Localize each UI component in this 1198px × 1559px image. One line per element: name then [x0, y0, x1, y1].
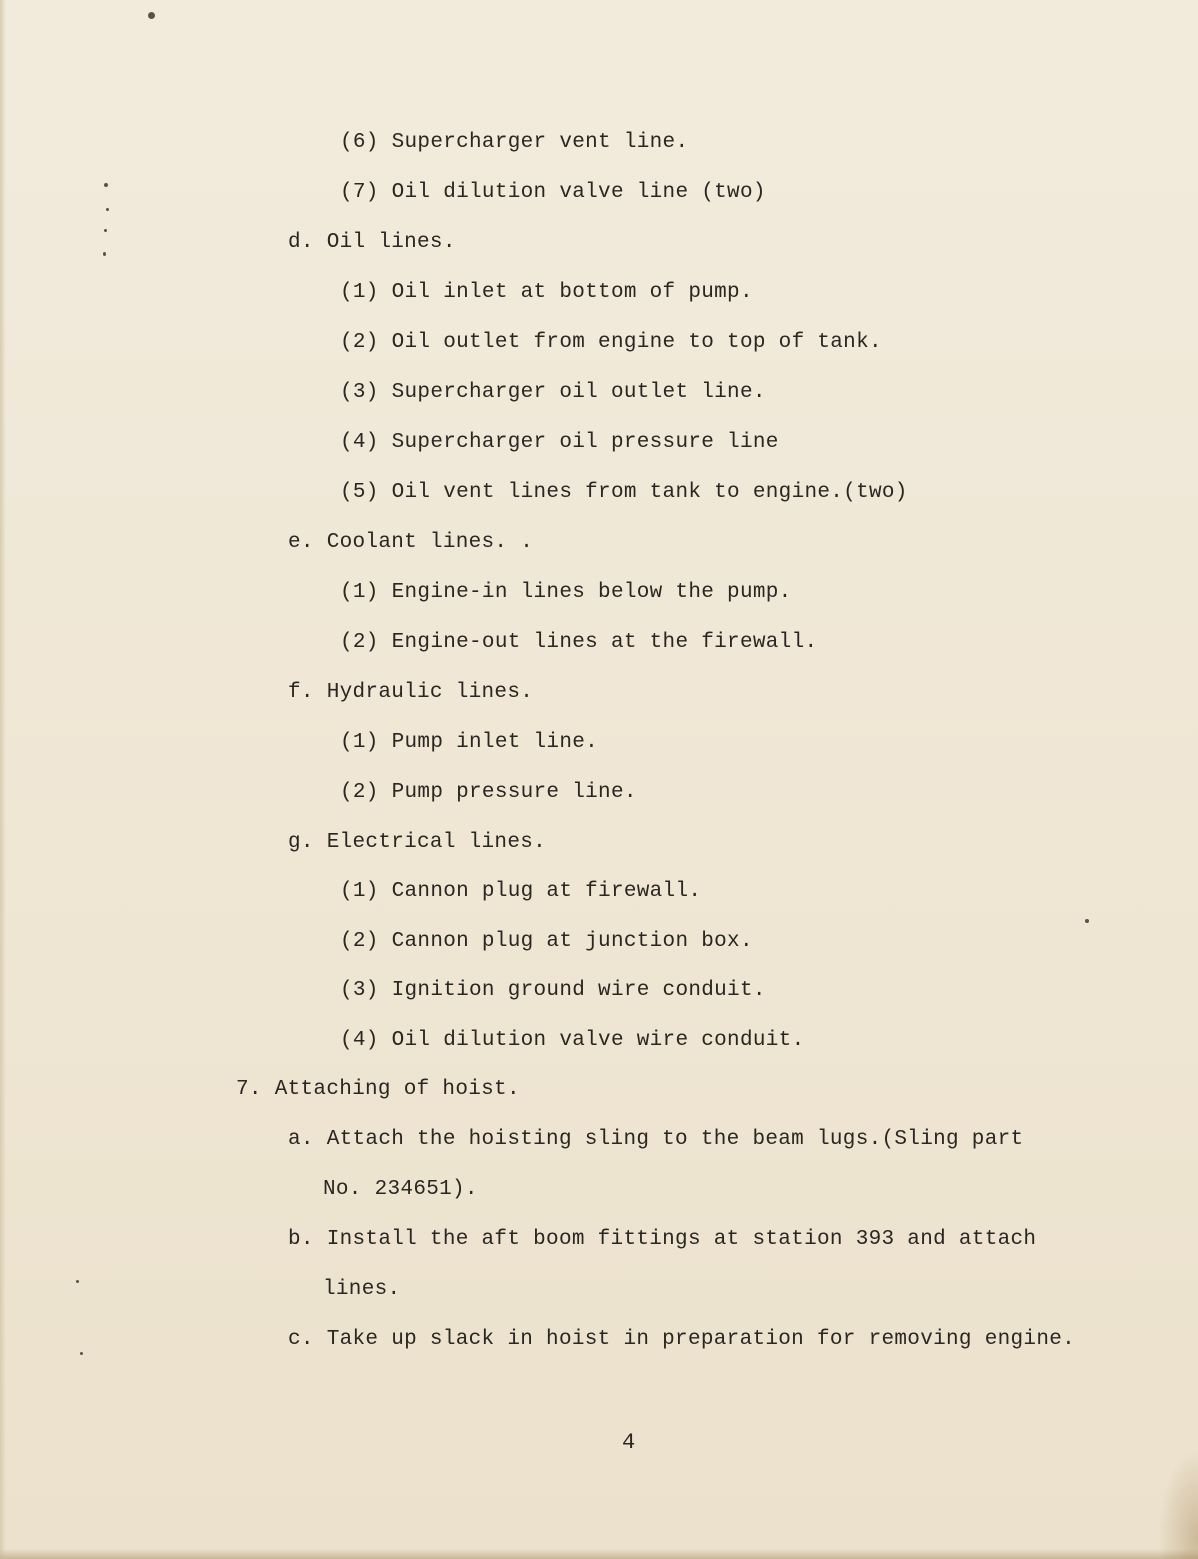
ink-speck [104, 183, 108, 187]
list-item-pump-pressure-line: (2) Pump pressure line. [340, 781, 637, 804]
list-item-oil-inlet: (1) Oil inlet at bottom of pump. [340, 281, 753, 304]
page-edge-bottom [0, 1549, 1198, 1559]
ink-speck [106, 208, 109, 211]
list-item-cannon-plug-junction-box: (2) Cannon plug at junction box. [340, 930, 753, 953]
list-item-oil-vent-lines: (5) Oil vent lines from tank to engine.(two) [340, 481, 908, 504]
list-item-oil-dilution-valve-line: (7) Oil dilution valve line (two) [340, 181, 766, 204]
step-item-sling-part-number: No. 234651). [323, 1178, 478, 1201]
ink-speck [103, 252, 106, 256]
step-item-attach-hoisting-sling: a. Attach the hoisting sling to the beam lugs.(Sling part [288, 1128, 1024, 1151]
step-heading-attaching-of-hoist: 7. Attaching of hoist. [236, 1078, 520, 1101]
list-item-cannon-plug-firewall: (1) Cannon plug at firewall. [340, 880, 702, 903]
list-item-oil-outlet: (2) Oil outlet from engine to top of tank. [340, 331, 882, 354]
page-number: 4 [622, 1430, 636, 1455]
ink-speck [76, 1280, 79, 1283]
list-item-ignition-ground-wire: (3) Ignition ground wire conduit. [340, 979, 766, 1002]
ink-speck [104, 229, 107, 232]
step-item-attach-lines: lines. [323, 1278, 401, 1301]
step-item-take-up-slack: c. Take up slack in hoist in preparation for removing engine. [288, 1328, 1076, 1351]
step-item-install-aft-boom-fittings: b. Install the aft boom fittings at station 393 and attach [288, 1228, 1037, 1251]
page-edge-left [0, 0, 6, 1559]
list-item-oil-dilution-valve-wire: (4) Oil dilution valve wire conduit. [340, 1029, 805, 1052]
section-heading-electrical-lines: g. Electrical lines. [288, 831, 547, 854]
section-heading-hydraulic-lines: f. Hydraulic lines. [288, 681, 534, 704]
section-heading-coolant-lines: e. Coolant lines. . [288, 531, 534, 554]
list-item-engine-in-lines: (1) Engine-in lines below the pump. [340, 581, 792, 604]
paper-stain [1158, 1449, 1198, 1559]
list-item-supercharger-vent-line: (6) Supercharger vent line. [340, 131, 689, 154]
list-item-supercharger-oil-outlet: (3) Supercharger oil outlet line. [340, 381, 766, 404]
ink-speck [148, 12, 155, 19]
ink-speck [1085, 919, 1089, 923]
section-heading-oil-lines: d. Oil lines. [288, 231, 456, 254]
list-item-pump-inlet-line: (1) Pump inlet line. [340, 731, 599, 754]
ink-speck [80, 1352, 83, 1355]
list-item-supercharger-oil-pressure: (4) Supercharger oil pressure line [340, 431, 779, 454]
list-item-engine-out-lines: (2) Engine-out lines at the firewall. [340, 631, 818, 654]
